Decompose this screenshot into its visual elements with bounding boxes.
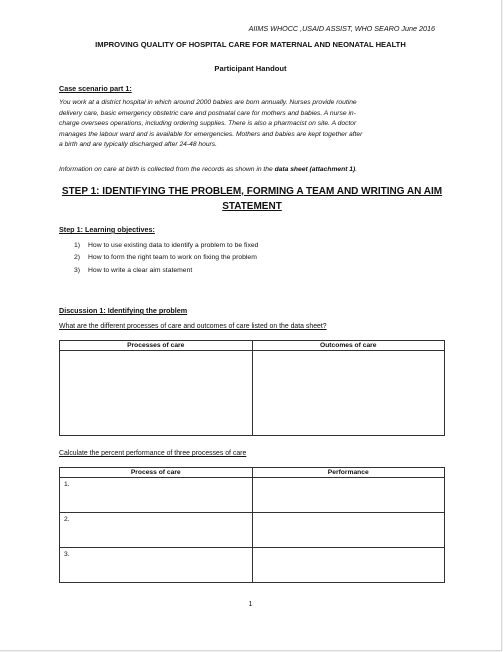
list-text: How to write a clear aim statement [88,266,193,274]
outcomes-cell[interactable] [252,351,445,436]
case-line: You work at a district hospital in which around 2000 babies are born annually. Nurses provide routine [59,99,357,106]
performance-cell[interactable] [252,513,445,548]
list-text: How to use existing data to identify a problem to be fixed [88,242,259,249]
discussion-label: Discussion 1: Identifying the problem [59,306,188,315]
column-header: Performance [252,468,445,478]
discussion-question: What are the different processes of care and outcomes of care listed on the data sheet? [59,323,327,330]
page-number: 1 [248,601,253,608]
processes-outcomes-table [59,340,445,436]
table-row [60,478,445,513]
performance-table [59,467,445,583]
table-row [60,548,445,583]
list-text: How to form the right team to work on fixing the problem [88,254,257,262]
document-subtitle: Participant Handout [214,64,287,73]
list-item [74,252,258,264]
performance-cell[interactable] [252,548,445,583]
table-row [60,351,445,436]
list-number: 1) [74,242,81,249]
step-title-line: STATEMENT [222,201,282,212]
case-scenario-label: Case scenario part 1: [59,84,132,93]
source-line: AIIMS WHOCC ,USAID ASSIST, WHO SEARO June 2016 [248,24,435,33]
calc-question: Calculate the percent performance of three processes of care [59,450,247,457]
list-item [74,265,258,277]
column-header: Process of care [60,468,253,478]
list-item [74,240,258,252]
step-title-line: STEP 1: IDENTIFYING THE PROBLEM, FORMING A TEAM AND WRITING AN AIM [61,186,443,197]
column-header: Outcomes of care [252,341,445,351]
case-line: delivery care, basic emergency obstetric care and postnatal care for mothers and babies. A nurse in- [59,109,356,117]
case-line: manages the labour ward and is available for emergencies. Mothers and babies are kept together after [59,130,363,138]
processes-cell[interactable] [60,351,253,436]
table-row [60,513,445,548]
process-cell[interactable]: 2. [60,513,253,548]
info-prefix: Information on care at birth is collected from the records as shown in the [59,166,275,173]
column-header: Processes of care [60,341,253,351]
info-line [59,165,445,176]
step-title [59,184,445,214]
list-number: 2) [74,254,81,262]
performance-cell[interactable] [252,478,445,513]
case-line: charge oversees operations, including ordering supplies. There is also a pharmacist on site. A doctor [59,120,357,128]
list-number: 3) [74,266,81,274]
info-suffix: . [355,166,358,173]
process-cell[interactable]: 1. [60,478,253,513]
data-sheet-reference: data sheet (attachment 1) [274,166,356,173]
case-line: a birth and are typically discharged after 24-48 hours. [59,141,217,149]
case-paragraph [59,98,445,151]
process-cell[interactable]: 3. [60,548,253,583]
objectives-label: Step 1: Learning objectives: [59,225,155,234]
objectives-list [74,240,258,277]
table-header-row [60,468,445,478]
document-title: IMPROVING QUALITY OF HOSPITAL CARE FOR MATERNAL AND NEONATAL HEALTH [95,40,406,49]
table-header-row [60,341,445,351]
